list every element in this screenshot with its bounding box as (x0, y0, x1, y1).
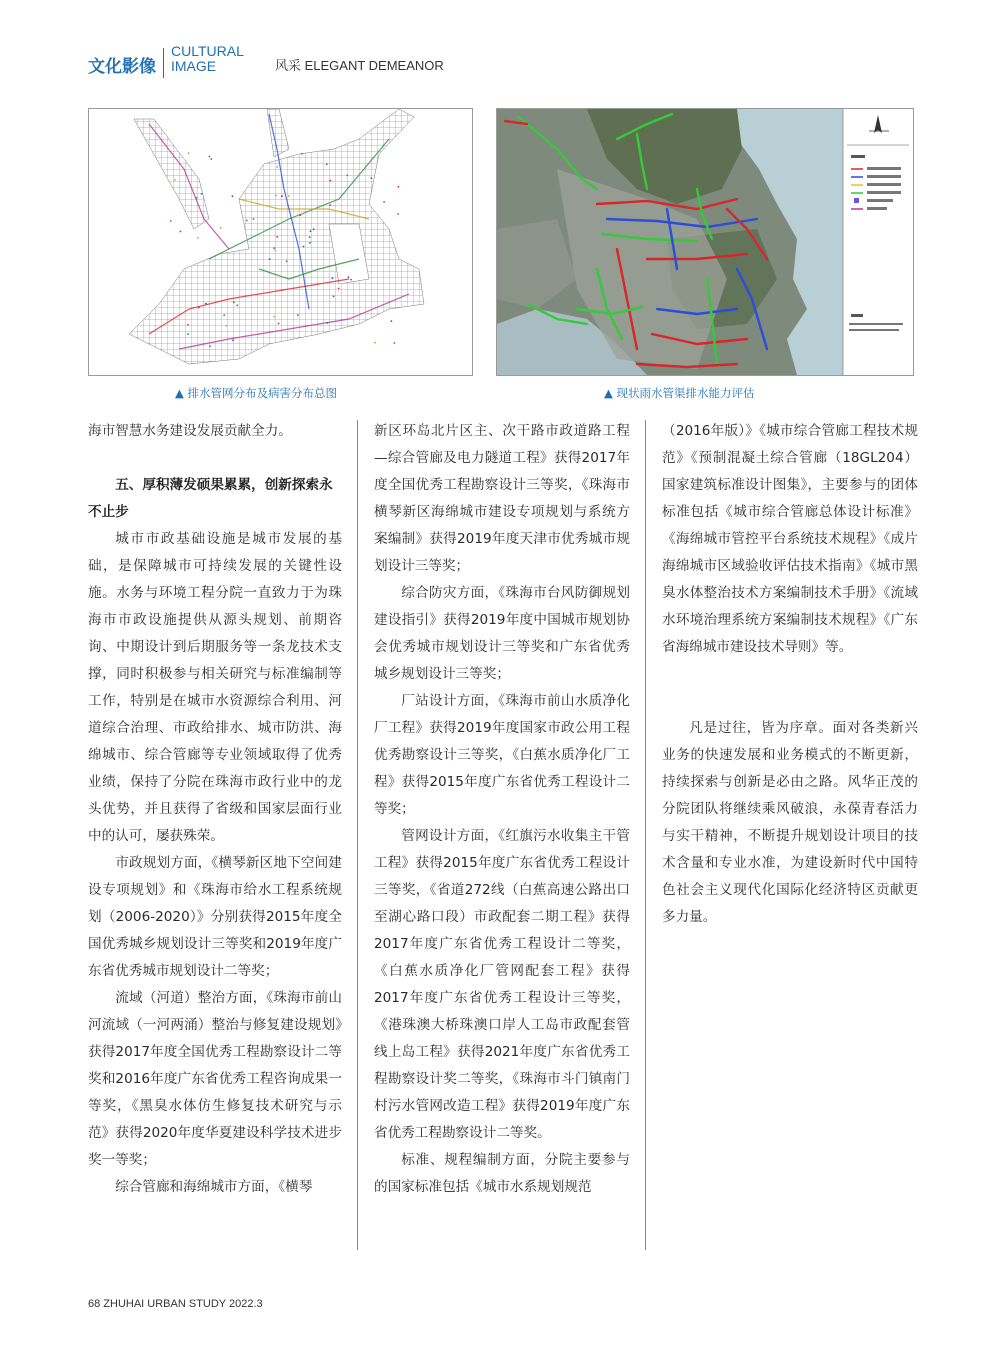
drainage-network-map-image (89, 109, 472, 375)
defect-point (348, 276, 350, 278)
defect-point (236, 304, 238, 306)
defect-point (232, 339, 234, 341)
paragraph: 新区环岛北片区主、次干路市政道路工程—综合管廊及电力隧道工程》获得2017年度全国优秀工程勘察设计三等奖，《珠海市横琴新区海绵城市建设专项规划与系统方案编制》获得2019年度天津市优秀城市规划设计三等奖； (374, 423, 630, 574)
section-heading: 五、厚积薄发硕果累累，创新探索永不止步 (88, 477, 333, 520)
defect-point (201, 193, 203, 195)
defect-point (374, 342, 376, 344)
paragraph: 凡是过往，皆为序章。面对各类新兴业务的快速发展和业务模式的不断更新，持续探索与创新是必由之路。风华正茂的分院团队将继续乘风破浪，永葆青春活力与实干精神，不断提升规划设计项目的技术含量和专业水准，为建设新时代中国特色社会主义现代化国际化经济特区贡献更多力量。 (662, 720, 918, 925)
figure-caption-right: ▲ 现状雨水管渠排水能力评估 (604, 386, 755, 400)
defect-point (327, 322, 329, 324)
defect-point (346, 175, 348, 177)
defect-point (391, 320, 393, 322)
defect-point (233, 301, 235, 303)
defect-point (196, 197, 198, 199)
defect-point (309, 242, 311, 244)
brand-en-line1: CULTURAL (171, 43, 244, 59)
defect-point (225, 325, 227, 327)
defect-point (253, 218, 255, 220)
brand-divider (163, 48, 164, 78)
drainage-network-map (88, 108, 473, 376)
defect-point (174, 179, 176, 181)
defect-point (329, 180, 331, 182)
page-footer: 68 ZHUHAI URBAN STUDY 2022.3 (88, 1298, 263, 1310)
defect-point (397, 213, 399, 215)
defect-point (313, 228, 315, 230)
defect-point (297, 314, 299, 316)
paragraph: 厂站设计方面，《珠海市前山水质净化厂工程》获得2019年度国家市政公用工程优秀勘察设计三等奖，《白蕉水质净化厂工程》获得2015年度广东省优秀工程设计二等奖； (374, 693, 630, 817)
defect-point (232, 195, 234, 197)
figure-caption-left: ▲ 排水管网分布及病害分布总图 (175, 386, 337, 400)
paragraph: 海市智慧水务建设发展贡献全力。 (88, 423, 292, 439)
defect-point (198, 307, 200, 309)
defect-point (180, 231, 182, 233)
paragraph: 管网设计方面，《红旗污水收集主干管工程》获得2015年度广东省优秀工程设计三等奖，《省道272线（白蕉高速公路出口至湖心路口段）市政配套二期工程》获得2017年度广东省优秀工程设计二等奖，《白蕉水质净化厂管网配套工程》获得2017年度广东省优秀工程设计三等奖，《港珠澳大桥珠澳口岸人工岛市政配套管线上岛工程》获得2021年度广东省优秀工程勘察设计奖二等奖，《珠海市斗门镇南门村污水管网改造工程》获得2019年度广东省优秀工程勘察设计二等奖。 (374, 828, 630, 1141)
defect-point (197, 237, 199, 239)
defect-point (205, 303, 207, 305)
defect-point (269, 258, 271, 260)
defect-point (187, 333, 189, 335)
brand-en-line2: IMAGE (171, 58, 217, 74)
column-divider (357, 420, 358, 1250)
paragraph: 综合管廊和海绵城市方面，《横琴 (115, 1179, 313, 1195)
paragraph: 标准、规程编制方面，分院主要参与的国家标准包括《城市水系规划规范 (374, 1152, 630, 1195)
defect-point (394, 342, 396, 344)
defect-point (275, 249, 277, 251)
spacer (662, 661, 918, 688)
defect-point (303, 246, 305, 248)
paragraph: 城市市政基础设施是城市发展的基础，是保障城市可持续发展的关键性设施。水务与环境工程分院一直致力于为珠海市市政设施提供从源头规划、前期咨询、中期设计到后期服务等一条龙技术支撑，同时积极参与相关研究与标准编制等工作，特别是在城市水资源综合利用、河道综合治理、市政给排水、城市防洪、海绵城市、综合管廊等专业领域取得了优秀业绩，保持了分院在珠海市政行业中的龙头优势，并且获得了省级和国家层面行业中的认可，屡获殊荣。 (88, 531, 342, 844)
defect-point (383, 201, 385, 203)
text-column-2 (374, 418, 630, 1201)
defect-point (326, 163, 328, 165)
defect-point (276, 166, 278, 168)
defect-point (288, 195, 290, 197)
defect-point (190, 346, 192, 348)
paragraph: 流域（河道）整治方面，《珠海市前山河流域（一河两涌）整治与修复建设规划》获得2017年度全国优秀工程勘察设计二等奖和2016年度广东省优秀工程咨询成果一等奖，《黑臭水体仿生修复技术研究与示范》获得2020年度华夏建设科学技术进步奖一等奖； (88, 990, 342, 1168)
defect-point (299, 214, 301, 216)
brand-title-en (171, 44, 244, 74)
defect-point (170, 220, 172, 222)
spacer (662, 688, 918, 715)
defect-point (187, 324, 189, 326)
defect-point (309, 236, 311, 238)
defect-point (188, 152, 190, 154)
defect-point (220, 227, 222, 229)
section-name: 风采 ELEGANT DEMEANOR (275, 58, 444, 73)
text-column-3 (662, 418, 918, 931)
defect-point (209, 345, 211, 347)
map-region (267, 109, 289, 157)
defect-point (338, 288, 340, 290)
paragraph: 市政规划方面，《横琴新区地下空间建设专项规划》和《珠海市给水工程系统规划（2006-2020）》分别获得2015年度全国优秀城乡规划设计三等奖和2019年度广东省优秀城市规划设计二等奖； (88, 855, 342, 979)
defect-point (350, 279, 352, 281)
defect-point (223, 314, 225, 316)
defect-point (329, 204, 331, 206)
defect-point (209, 156, 211, 158)
defect-point (273, 247, 275, 249)
stormwater-capacity-map-image (497, 109, 913, 375)
defect-point (281, 195, 283, 197)
paragraph: （2016年版）》《城市综合管廊工程技术规范》《预制混凝土综合管廊（18GL204）国家建筑标准设计图集》，主要参与的团体标准包括《城市综合管廊总体设计标准》《海绵城市管控平台系统技术规程》《成片海绵城市区域验收评估技术指南》《城市黑臭水体整治技术方案编制技术手册》《流域水环境治理系统方案编制技术规程》《广东省海绵城市建设技术导则》等。 (662, 423, 918, 655)
column-divider (645, 420, 646, 1250)
defect-point (301, 153, 303, 155)
paragraph: 综合防灾方面，《珠海市台风防御规划建设指引》获得2019年度中国城市规划协会优秀城市规划设计三等奖和广东省优秀城乡规划设计三等奖； (374, 585, 630, 682)
defect-point (310, 230, 312, 232)
defect-point (210, 158, 212, 160)
map-region (134, 119, 209, 229)
defect-point (286, 260, 288, 262)
spacer (88, 445, 342, 472)
defect-point (276, 236, 278, 238)
defect-point (371, 177, 373, 179)
defect-point (246, 220, 248, 222)
defect-point (398, 186, 400, 188)
brand-title-cn: 文化影像 (88, 57, 156, 77)
defect-point (332, 278, 334, 280)
defect-point (278, 323, 280, 325)
defect-point (273, 316, 275, 318)
defect-point (275, 195, 277, 197)
defect-point (333, 296, 335, 298)
text-column-1 (88, 418, 342, 1201)
stormwater-capacity-map (496, 108, 914, 376)
